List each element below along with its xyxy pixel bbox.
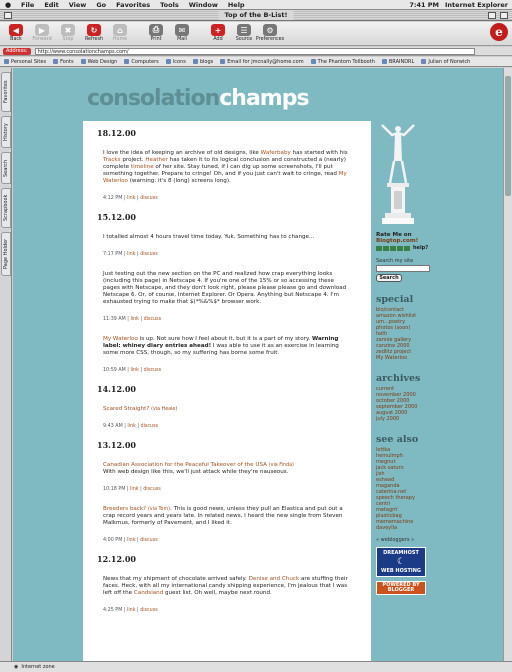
entry-meta: 7:17 PM | link | discuss [103, 252, 158, 257]
permalink[interactable]: link [130, 368, 139, 373]
via-link[interactable]: (via Heale) [151, 407, 178, 412]
favorite-link[interactable]: Fonts [53, 59, 74, 65]
tab-scrapbook[interactable]: Scrapbook [1, 188, 11, 228]
favorite-link[interactable]: BRAINDRL [382, 59, 414, 65]
app-menu[interactable]: Internet Explorer [445, 0, 508, 9]
date-header: 12.12.00 [97, 554, 136, 564]
back-arrow-icon: ◀ [9, 24, 23, 36]
blog-entry: My Waterloo is up. Not sure how I feel about it, but it is a part of my story. Warning label: whiney diary entries ahead! I was able to use it as an exercise in learning some more CSS, though, so my suffering has borne some fruit. [103, 336, 339, 356]
menu-clock: 7:41 PM [409, 0, 440, 9]
see-also-link[interactable]: daveylla [376, 525, 398, 531]
sidebar-link[interactable]: photos (soon) [376, 325, 411, 331]
address-bar [0, 47, 512, 56]
discuss-link[interactable]: discuss [140, 608, 158, 613]
tab-history[interactable]: History [1, 116, 11, 148]
globe-icon: ◉ [14, 664, 19, 670]
moon-icon: ☾ [396, 557, 406, 567]
see-also-link[interactable]: hemulmph [376, 453, 403, 459]
page-icon [220, 59, 225, 64]
status-text: Internet zone [21, 664, 55, 670]
dreamhost-badge[interactable]: DREAMHOST ☾ WEB HOSTING [376, 547, 426, 577]
search-button[interactable]: Search [376, 274, 402, 282]
favorite-link[interactable]: Personal Sites [4, 59, 46, 65]
menu-view[interactable]: View [68, 0, 87, 9]
permalink[interactable]: link [127, 608, 136, 613]
menu-edit[interactable]: Edit [44, 0, 59, 9]
discuss-link[interactable]: discuss [140, 538, 158, 543]
sidebar-link[interactable]: zannie gallery [376, 337, 412, 343]
address-input[interactable]: http://www.consolationchamps.com/ [35, 48, 475, 55]
menu-favorites[interactable]: Favorites [116, 0, 151, 9]
print-button[interactable]: ⎙ Print [150, 25, 162, 42]
permalink[interactable]: link [130, 487, 139, 492]
permalink[interactable]: link [127, 538, 136, 543]
entry-link[interactable]: Denise and Chuck [248, 576, 300, 582]
star-icon [397, 246, 403, 251]
discuss-link[interactable]: discuss [140, 196, 158, 201]
folder-icon [124, 59, 129, 64]
folder-icon [81, 59, 86, 64]
sidebar-link[interactable]: zedlitz project [376, 349, 412, 355]
preferences-button[interactable]: ⚙ Preferences [255, 25, 285, 42]
close-box-icon[interactable] [4, 12, 12, 19]
discuss-link[interactable]: discuss [140, 252, 158, 257]
rate-me-text: Rate Me on Blogtop.com! [376, 232, 419, 244]
refresh-icon: ↻ [87, 24, 101, 36]
page-viewport [13, 68, 503, 661]
see-also-link[interactable]: caterina.net [376, 489, 407, 495]
collapse-box-icon[interactable] [500, 12, 508, 19]
favorite-link[interactable]: Computers [124, 59, 158, 65]
menu-help[interactable]: Help [227, 0, 245, 9]
entry-link[interactable]: Waferbaby [260, 150, 291, 156]
page-icon [311, 59, 316, 64]
entry-meta: 4:00 PM | link | discuss [103, 538, 158, 543]
mac-menu-bar [0, 0, 512, 10]
see-also-link[interactable]: jack saturn [376, 465, 404, 471]
favorite-link[interactable]: Web Design [81, 59, 118, 65]
see-also-link[interactable]: lottka [376, 447, 391, 453]
sidebar-link[interactable]: bio/contact [376, 307, 405, 313]
add-button[interactable]: + Add [206, 22, 230, 42]
star-icon [404, 246, 410, 251]
source-icon: ☰ [237, 24, 251, 36]
see-also-heading: see also [376, 434, 419, 445]
preferences-icon: ⚙ [263, 24, 277, 36]
date-header: 14.12.00 [97, 384, 136, 394]
see-also-link[interactable]: centri [376, 501, 391, 507]
permalink[interactable]: link [127, 252, 136, 257]
favorites-bar [0, 57, 512, 67]
vertical-scrollbar[interactable] [503, 68, 512, 661]
discuss-link[interactable]: discuss [143, 368, 162, 373]
permalink[interactable]: link [127, 424, 136, 429]
folder-icon [4, 59, 9, 64]
search-caption: Search my site [376, 258, 414, 264]
internet-explorer-logo-icon: e [490, 23, 508, 41]
add-icon: + [211, 24, 225, 36]
folder-icon [193, 59, 198, 64]
menu-go[interactable]: Go [96, 0, 107, 9]
back-button[interactable]: ◀ Back [10, 25, 22, 42]
blog-entry [103, 406, 351, 413]
entry-link[interactable]: My Waterloo [103, 171, 347, 184]
discuss-link[interactable]: discuss [143, 317, 162, 322]
tab-favorites[interactable]: Favorites [1, 72, 11, 112]
refresh-button[interactable]: ↻ Refresh [84, 25, 104, 42]
browser-toolbar [0, 22, 512, 46]
blogtop-link[interactable]: Blogtop.com! [376, 238, 419, 244]
site-sidebar [376, 121, 466, 595]
archive-link[interactable]: july 2000 [376, 416, 400, 422]
window-title: Top of the B-List! [219, 11, 294, 20]
entry-meta: 10:59 AM | link | discuss [103, 368, 162, 373]
mail-icon: ✉ [175, 24, 189, 36]
archive-link[interactable]: august 2000 [376, 410, 408, 416]
zoom-box-icon[interactable] [488, 12, 496, 19]
sidebar-link[interactable]: faith [376, 331, 388, 337]
archive-link[interactable]: october 2000 [376, 398, 410, 404]
entry-meta: 11:39 AM | link | discuss [103, 317, 162, 322]
entry-meta: 4:25 PM | link | discuss [103, 608, 158, 613]
archive-link[interactable]: november 2000 [376, 392, 416, 398]
forward-button[interactable]: ▶ Forward [32, 25, 52, 42]
see-also-link[interactable]: jish [376, 471, 385, 477]
menu-file[interactable]: File [21, 0, 35, 9]
forward-arrow-icon: ▶ [35, 24, 49, 36]
mail-button[interactable]: ✉ Mail [170, 22, 194, 42]
see-also-link[interactable]: plasticbag [376, 513, 402, 519]
see-also-link[interactable]: mememachine [376, 519, 414, 525]
rating-stars[interactable] [376, 245, 466, 251]
address-label: Address: [3, 48, 31, 55]
status-bar [0, 661, 512, 672]
folder-icon [53, 59, 58, 64]
blog-entry: Canadian Association for the Peaceful Takeover of the USA (via Finda) With web design like this, we'll just attack while they're nauseous. [103, 462, 294, 475]
favorite-link[interactable]: Julian of Norwich [421, 59, 470, 65]
source-button[interactable]: ☰ Source [235, 25, 253, 42]
star-icon [390, 246, 396, 251]
page-icon [382, 59, 387, 64]
favorite-link[interactable]: Email for jmcnally@home.com [220, 59, 303, 65]
blog-entry: I love the idea of keeping an archive of old designs, like Waferbaby has started with his Tracks project. Heather has taken it to its logical conclusion and constructed a (nearly) complete timeline of her site. Stay tuned, if I can dig up some screenshots, I'll put something together. Prepare to cringe! Oh, and if you just can't wait to cringe, read My Waterloo (warning: it's 8 (long) screens long). [103, 150, 348, 184]
date-header: 13.12.00 [97, 440, 136, 450]
entry-link[interactable]: timeline [130, 164, 154, 170]
window-title-bar[interactable] [0, 10, 512, 21]
explorer-bar-tabs [0, 68, 12, 661]
date-header: 18.12.00 [97, 128, 136, 138]
print-icon: ⎙ [149, 24, 163, 36]
search-input[interactable] [376, 265, 430, 272]
entry-link[interactable]: Tracks [103, 157, 121, 163]
see-also-link[interactable]: maganda [376, 483, 400, 489]
see-also-link[interactable]: speech therapy [376, 495, 415, 501]
blog-entry: News that my shipment of chocolate arrived safely. Denise and Chuck are stuffing their faces. Heck, with all my international candy shipping experience, I'm jealous that I was left off the Candsland guest list. Oh well, maybe next round. [103, 576, 348, 596]
entry-link[interactable]: Scared Straight? [103, 406, 150, 412]
discuss-link[interactable]: discuss [143, 487, 161, 492]
menu-tools[interactable]: Tools [160, 0, 179, 9]
permalink[interactable]: link [130, 317, 139, 322]
archive-link[interactable]: current [376, 386, 395, 392]
via-link[interactable]: (via Finda) [268, 463, 294, 468]
sidebar-link[interactable]: um...poetry [376, 319, 406, 325]
blog-entry: Breeders back? (via Tom). This is good news, unless they pull an Elastica and put out a crap record years and years late. In related news, I heard the new single from Steven Malkmus, formerly of Pavement, and I liked it. [103, 506, 343, 526]
help-link[interactable]: help? [413, 245, 429, 251]
entry-meta: 4:12 PM | link | discuss [103, 196, 158, 201]
see-also-link[interactable]: eshead [376, 477, 395, 483]
special-heading: special [376, 294, 414, 305]
entry-link[interactable]: Candsland [133, 590, 164, 596]
blogger-badge[interactable]: POWERED BY BLOGGER [376, 581, 426, 595]
blog-entry: Just testing out the new section on the PC and realized how crap everything looks (including this page) in Netscape 4. If you're one of the 15% or so accessing these pages with Netscape, and they don't look right, please please please go and download Netscape 6. Or, of course, Internet Explorer. Or Opera. Anything but Netscape 4. I'm exhausted trying to make that $(*%&%$* browser work. [103, 271, 347, 305]
entry-link[interactable]: Canadian Association for the Peaceful Takeover of the USA [103, 462, 267, 468]
archives-heading: archives [376, 373, 421, 384]
home-button[interactable]: ⌂ Home [112, 25, 128, 42]
home-icon: ⌂ [113, 24, 127, 36]
sidebar-link[interactable]: My Waterloo [376, 355, 408, 361]
entry-link[interactable]: My Waterloo [103, 336, 138, 342]
archive-link[interactable]: september 2000 [376, 404, 418, 410]
stop-icon: ✖ [61, 24, 75, 36]
star-icon [383, 246, 389, 251]
folder-icon [166, 59, 171, 64]
page-icon [421, 59, 426, 64]
favorite-link[interactable]: blogs [193, 59, 213, 65]
discuss-link[interactable]: discuss [140, 424, 159, 429]
tab-search[interactable]: Search [1, 152, 11, 184]
sidebar-link[interactable]: canzine 2000 [376, 343, 410, 349]
sidebar-link[interactable]: amazon wishlist [376, 313, 417, 319]
favorite-link[interactable]: Icons [166, 59, 186, 65]
blog-content [83, 121, 371, 661]
date-header: 15.12.00 [97, 212, 136, 222]
star-icon [376, 246, 382, 251]
permalink[interactable]: link [127, 196, 136, 201]
apple-icon[interactable]: ● [4, 0, 12, 9]
entry-link[interactable]: Breeders back? [103, 506, 147, 512]
see-also-link[interactable]: metagrrl [376, 507, 398, 513]
entry-meta: 10:18 PM | link | discuss [103, 487, 161, 492]
see-also-link[interactable]: megnut [376, 459, 396, 465]
trophy-icon [378, 121, 418, 226]
menu-window[interactable]: Window [188, 0, 218, 9]
stop-button[interactable]: ✖ Stop [62, 25, 74, 42]
blog-entry: I totalled almost 4 hours travel time today. Yuk. Something has to change... [103, 234, 315, 240]
scrollbar-thumb[interactable] [505, 76, 511, 196]
favorite-link[interactable]: The Phantom Tollbooth [311, 59, 375, 65]
entry-link[interactable]: Heather [145, 157, 168, 163]
webloggers-ring-link[interactable]: « webloggers » [376, 537, 415, 543]
entry-meta: 9:43 AM | link | discuss [103, 424, 159, 429]
site-logo[interactable]: consolationchamps [87, 86, 309, 111]
via-link[interactable]: (via Tom) [147, 507, 171, 512]
tab-page-holder[interactable]: Page Holder [1, 232, 11, 276]
